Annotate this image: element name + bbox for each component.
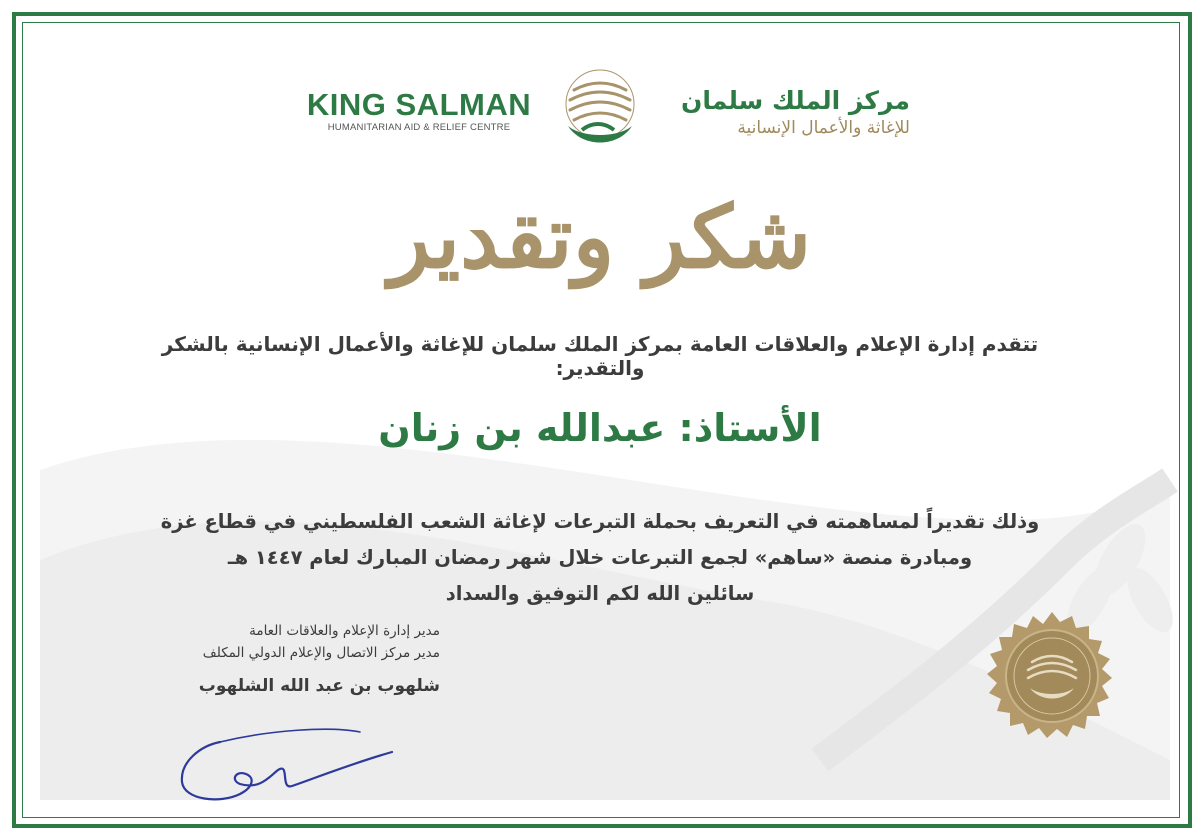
org-subtitle-ar: للإغاثة والأعمال الإنسانية [737, 118, 910, 138]
intro-text: تتقدم إدارة الإعلام والعلاقات العامة بمركز الملك سلمان للإغاثة والأعمال الإنسانية بالشكر والتقدير: [161, 332, 1039, 380]
body-line-2: ومبادرة منصة «ساهم» لجمع التبرعات خلال شهر رمضان المبارك لعام ١٤٤٧ هـ [227, 546, 973, 569]
certificate-title-text: شكر وتقدير [388, 187, 812, 288]
body-line-1: وذلك تقديراً لمساهمته في التعريف بحملة التبرعات لإغاثة الشعب الفلسطيني في قطاع غزة [160, 510, 1040, 533]
body-line-3: سائلين الله لكم التوفيق والسداد [445, 582, 755, 605]
signatory-title-1: مدير إدارة الإعلام والعلاقات العامة [249, 623, 440, 639]
signatory-name: شلهوب بن عبد الله الشلهوب [198, 676, 440, 696]
certificate-title [340, 178, 860, 328]
logo-english-text [300, 88, 538, 134]
logo-arabic-text [640, 86, 910, 140]
org-name-ar: مركز الملك سلمان [680, 86, 910, 115]
ksrelief-emblem-icon [552, 60, 648, 156]
signatory-block [120, 620, 440, 696]
org-subtitle-en: HUMANITARIAN AID & RELIEF CENTRE [327, 122, 511, 133]
signatory-title-2: مدير مركز الاتصال والإعلام الدولي المكلف [202, 645, 440, 661]
gold-seal [982, 610, 1122, 750]
org-name-en: KING SALMAN [306, 87, 532, 122]
certificate-body [140, 504, 1060, 612]
recipient-name: الأستاذ: عبدالله بن زنان [378, 406, 822, 450]
handwritten-signature [160, 712, 400, 812]
